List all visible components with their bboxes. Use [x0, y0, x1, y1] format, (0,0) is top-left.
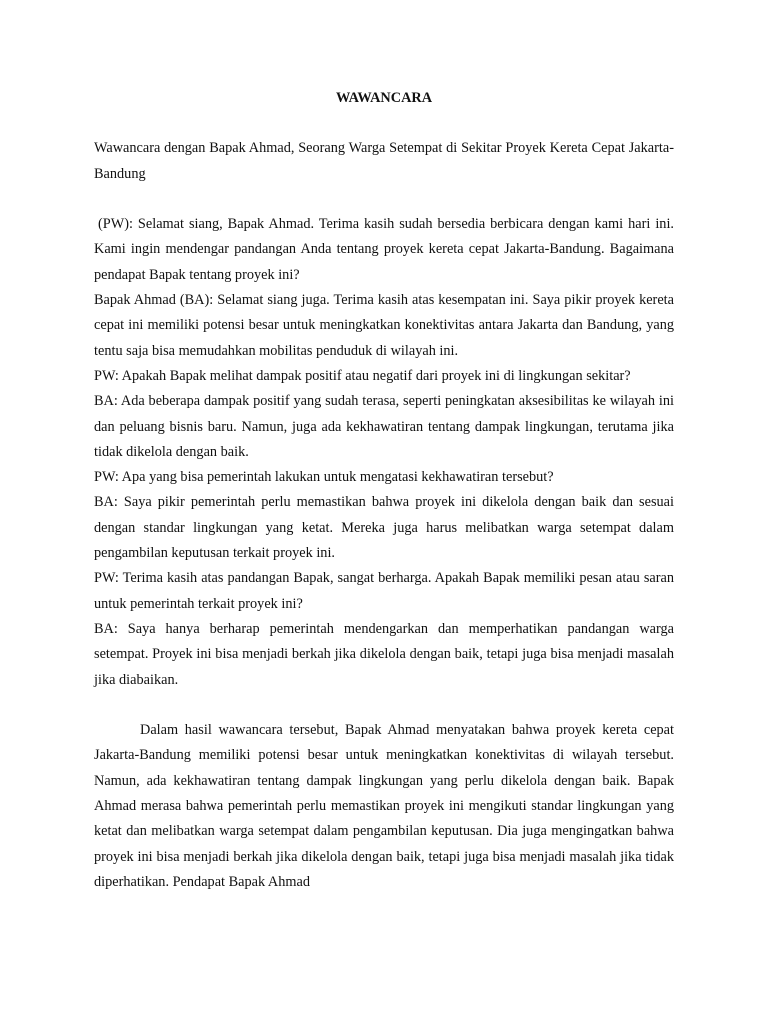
- spacer: [94, 187, 674, 212]
- summary-paragraph: Dalam hasil wawancara tersebut, Bapak Ahmad menyatakan bahwa proyek kereta cepat Jakarta-Bandung memiliki potensi besar untuk meningkatkan konektivitas di wilayah tersebut. Namun, ada kekhawatiran tentang dampak lingkungan yang perlu dikelola dengan baik. Bapak Ahmad merasa bahwa pemerintah perlu memastikan proyek ini mengikuti standar lingkungan yang ketat dan melibatkan warga setempat dalam pengambilan keputusan. Dia juga mengingatkan bahwa proyek ini bisa menjadi berkah jika dikelola dengan baik, tetapi juga bisa menjadi masalah jika tidak diperhatikan. Pendapat Bapak Ahmad: [94, 722, 674, 890]
- dialogue-line-respondent: BA: Saya hanya berharap pemerintah mendengarkan dan memperhatikan pandangan warga setempat. Proyek ini bisa menjadi berkah jika dikelola dengan baik, tetapi juga bisa menjadi masalah jika diabaikan.: [94, 620, 674, 688]
- document-subtitle: Wawancara dengan Bapak Ahmad, Seorang Warga Setempat di Sekitar Proyek Kereta Cepat Jakarta-Bandung: [94, 140, 674, 182]
- dialogue-line-respondent: BA: Ada beberapa dampak positif yang sudah terasa, seperti peningkatan aksesibilitas ke wilayah ini dan peluang bisnis baru. Namun, juga ada kekhawatiran tentang dampak lingkungan, terutama jika tidak dikelola dengan baik.: [94, 393, 674, 460]
- spacer: [94, 111, 674, 136]
- dialogue-line-interviewer: PW: Apakah Bapak melihat dampak positif atau negatif dari proyek ini di lingkungan sekitar?: [94, 367, 631, 384]
- spacer: [94, 693, 674, 718]
- dialogue-line-respondent: BA: Saya pikir pemerintah perlu memastikan bahwa proyek ini dikelola dengan baik dan sesuai dengan standar lingkungan yang ketat. Mereka juga harus melibatkan warga setempat dalam pengambilan keputusan terkait proyek ini.: [94, 494, 674, 562]
- dialogue-line-interviewer: (PW): Selamat siang, Bapak Ahmad. Terima kasih sudah bersedia berbicara dengan kami hari ini. Kami ingin mendengar pandangan Anda tentang proyek kereta cepat Jakarta-Bandung. Bagaimana pendapat Bapak tentang proyek ini?: [94, 216, 674, 283]
- dialogue-line-interviewer: PW: Terima kasih atas pandangan Bapak, sangat berharga. Apakah Bapak memiliki pesan atau saran untuk pemerintah terkait proyek ini?: [94, 570, 674, 612]
- dialogue-line-respondent: Bapak Ahmad (BA): Selamat siang juga. Terima kasih atas kesempatan ini. Saya pikir proyek kereta cepat ini memiliki potensi besar untuk meningkatkan konektivitas antara Jakarta dan Bandung, yang tentu saja bisa memudahkan mobilitas penduduk di wilayah ini.: [94, 292, 674, 359]
- document-page: [94, 86, 674, 895]
- document-title: WAWANCARA: [335, 90, 433, 106]
- dialogue-line-interviewer: PW: Apa yang bisa pemerintah lakukan untuk mengatasi kekhawatiran tersebut?: [94, 469, 554, 486]
